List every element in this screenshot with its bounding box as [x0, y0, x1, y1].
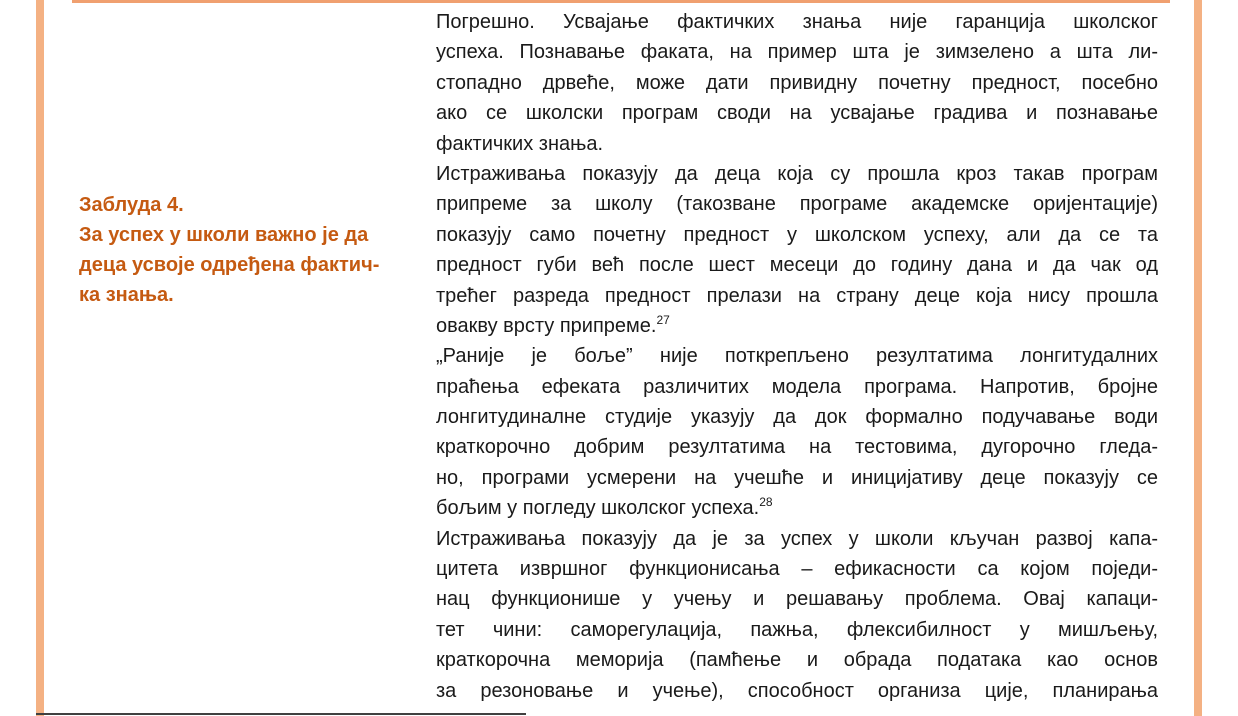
text-line: показују само почетну предност у школском успеху, али да се та [436, 223, 1158, 246]
text-line: припреме за школу (такозване програме академске оријентације) [436, 193, 1158, 216]
explanation-text [436, 7, 1158, 706]
paragraph [436, 159, 1158, 341]
text-line: нац функционише у учењу и решавању проблема. Овај капаци- [436, 588, 1158, 611]
text-line: трећег разреда предност прелази на страну деце која нису прошла [436, 284, 1158, 307]
text-line: фактичких знања. [436, 132, 604, 155]
paragraph [436, 524, 1158, 706]
footnote-separator [36, 713, 526, 715]
text-line: лонгитудиналне студије указују да док формално подучавање води [436, 406, 1158, 429]
myth-statement-line: деца усвоје одређена фактич- [79, 254, 380, 276]
footnote-ref[interactable]: 27 [656, 312, 670, 327]
text-line-with-footnote [436, 493, 1158, 523]
text-line: „Раније је боље” није поткрепљено резултатима лонгитудалних [436, 345, 1158, 368]
text-line: Истраживања показују да деца која су прошла кроз такав програм [436, 162, 1158, 185]
paragraph [436, 7, 1158, 159]
text-line: цитета извршног функционисања – ефикасности са којом поједи- [436, 558, 1158, 581]
text-line: стопадно дрвеће, може дати привидну почетну предност, посебно [436, 71, 1158, 94]
myth-statement-line: За успех у школи важно је да [79, 224, 369, 246]
left-page-border [36, 0, 44, 716]
text-line: краткорочна меморија (памћење и обрада података као основ [436, 649, 1158, 672]
text-line: овакву врсту припреме. [436, 314, 657, 337]
footnote-ref[interactable]: 28 [759, 495, 773, 510]
myth-number: Заблуда 4. [79, 194, 184, 216]
text-line: Погрешно. Усвајање фактичких знања није гаранција школског [436, 11, 1158, 33]
text-line: праћења ефеката различитих модела програма. Напротив, бројне [436, 375, 1158, 398]
myth-heading [79, 190, 419, 310]
paragraph [436, 341, 1158, 523]
right-page-border [1194, 0, 1202, 716]
text-line: ако се школски програм своди на усвајање градива и познавање [436, 102, 1158, 125]
text-line: предност губи већ после шест месеци до годину дана и да чак од [436, 254, 1158, 277]
text-line: бољим у погледу школског успеха. [436, 497, 760, 520]
text-line: тет чини: саморегулација, пажња, флексибилност у мишљењу, [436, 618, 1158, 641]
text-line: успеха. Познавање факата, на пример шта је зимзелено а шта ли- [436, 41, 1158, 64]
text-line: краткорочно добрим резултатима на тестовима, дугорочно гледа- [436, 436, 1158, 459]
top-rule [72, 0, 1170, 3]
text-line: за резоновање и учење), способност организа ције, планирања [436, 679, 1158, 702]
text-line: но, програми усмерени на учешће и иницијативу деце показују се [436, 466, 1158, 489]
text-line-with-footnote [436, 311, 1158, 341]
myth-statement-line: ка знања. [79, 284, 174, 306]
text-line: Истраживања показују да је за успех у школи кључан развој капа- [436, 527, 1158, 550]
